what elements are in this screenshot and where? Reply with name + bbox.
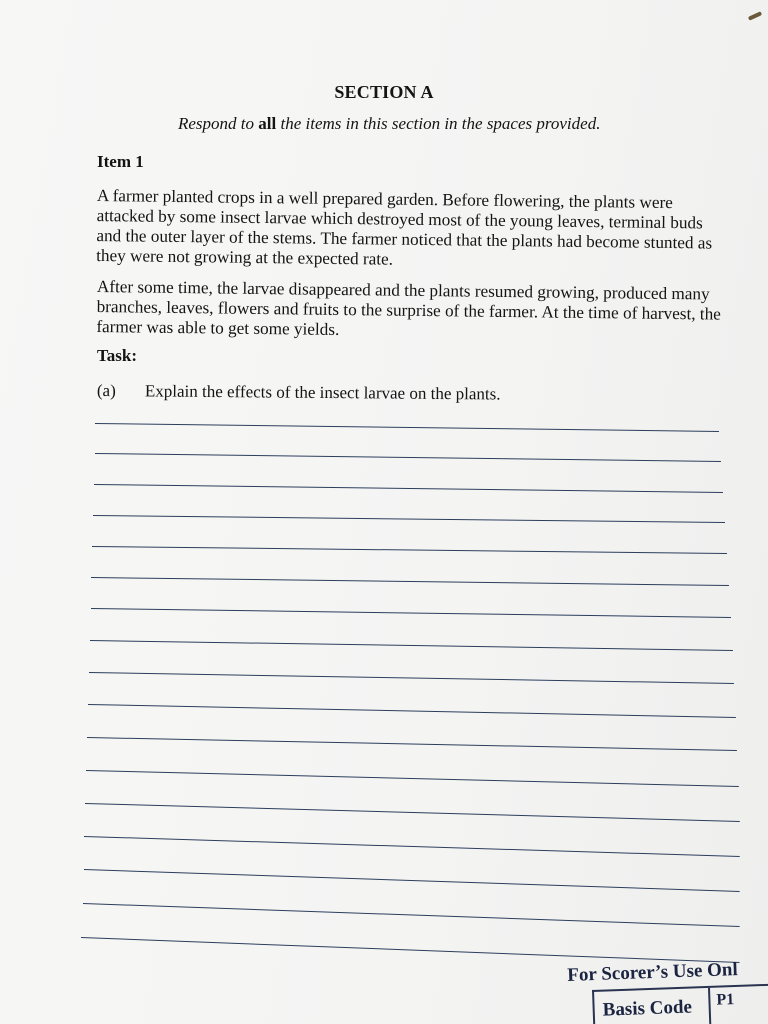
answer-line[interactable]: [89, 672, 734, 684]
answer-line[interactable]: [94, 484, 723, 493]
answer-line[interactable]: [93, 515, 725, 523]
question-text: Explain the effects of the insect larvae on the plants.: [144, 381, 501, 404]
basis-code-label: Basis Code: [602, 996, 693, 1021]
basis-code-value: P1: [716, 991, 735, 1009]
answer-line[interactable]: [91, 577, 729, 586]
scorer-use-label: For Scorer’s Use Onl: [567, 959, 739, 986]
scorer-box: [592, 983, 768, 1024]
question-number: (a): [96, 381, 116, 401]
answer-line[interactable]: [84, 869, 740, 892]
answer-line[interactable]: [86, 770, 739, 787]
answer-line[interactable]: [85, 803, 740, 822]
answer-line[interactable]: [90, 640, 733, 651]
instruction-emphasis: all: [258, 114, 277, 133]
corner-ink-mark: [748, 11, 762, 21]
item-heading: Item 1: [97, 152, 144, 171]
item-paragraph-1: A farmer planted crops in a well prepared garden. Before flowering, the plants were attacked by some insect larvae which destroyed most of the young leaves, terminal buds and the outer layer of the stems. The farmer noticed that the plants had become stunted as they were not growing at the expected rate.: [96, 186, 713, 269]
instruction-text-before: Respond to: [178, 114, 259, 133]
answer-line[interactable]: [91, 608, 731, 618]
section-title: SECTION A: [334, 82, 434, 102]
answer-line[interactable]: [95, 453, 721, 462]
answer-line[interactable]: [95, 423, 719, 432]
answer-line[interactable]: [83, 903, 740, 927]
question-a: [97, 381, 501, 405]
answer-line[interactable]: [88, 704, 736, 718]
answer-line[interactable]: [84, 836, 740, 857]
code-divider: [708, 988, 711, 1024]
answer-line[interactable]: [81, 937, 740, 963]
instruction-text-after: the items in this section in the spaces provided.: [276, 114, 601, 133]
answer-line[interactable]: [87, 737, 737, 751]
task-heading: Task:: [97, 346, 138, 365]
item-paragraph-2: After some time, the larvae disappeared and the plants resumed growing, produced many branches, leaves, flowers and fruits to the surprise of the farmer. At the time of harvest, the farmer was able to get some yields.: [96, 277, 721, 339]
answer-line[interactable]: [92, 546, 727, 554]
section-instruction: [178, 114, 600, 134]
